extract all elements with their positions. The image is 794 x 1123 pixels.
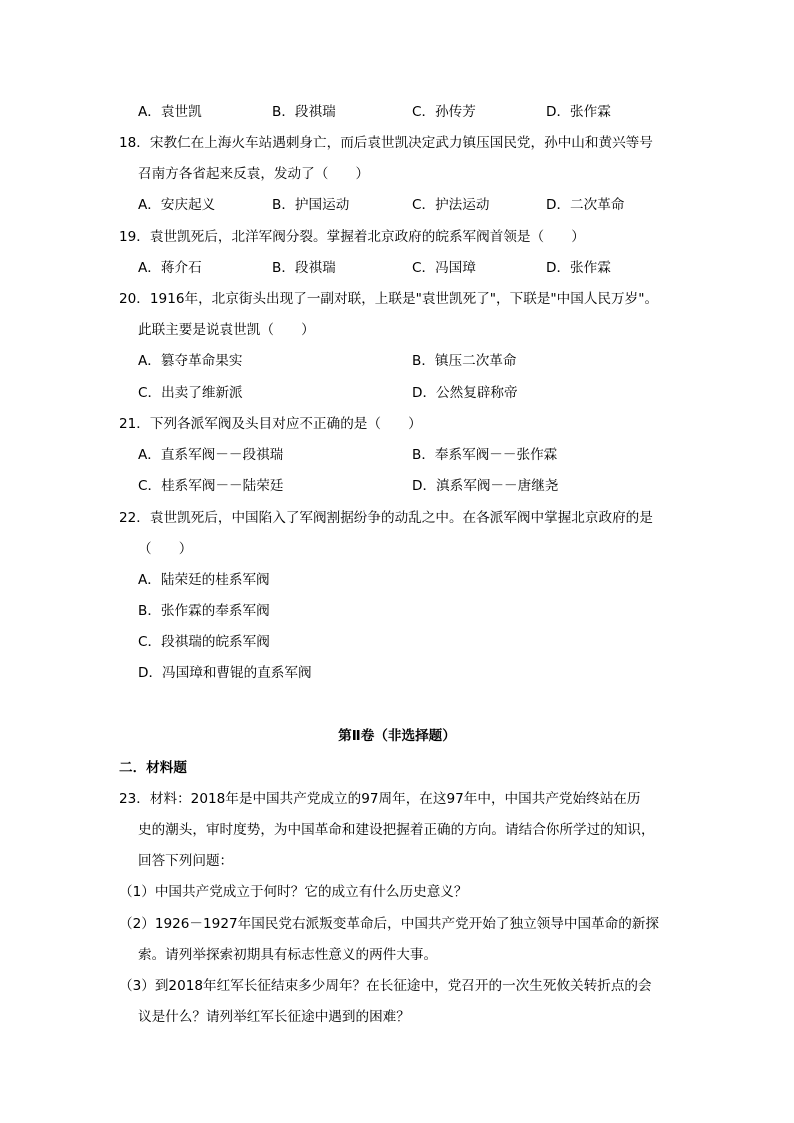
q19-option-d: D．张作霖 [546,260,611,276]
q23-sub2-line2: 索。请列举探索初期具有标志性意义的两件大事。 [138,947,438,963]
part2-title: 第Ⅱ卷（非选择题） [338,728,456,744]
q21-option-c: C．桂系军阀－－陆荣廷 [138,478,284,494]
q23-sub3-line1: （3）到2018年红军长征结束多少周年？在长征途中，党召开的一次生死攸关转折点的会 [119,978,652,994]
q23-stem-line3: 回答下列问题： [138,853,234,869]
q19-option-a: A．蒋介石 [138,260,202,276]
q18-stem-line2: 召南方各省起来反袁，发动了（ ） [138,166,370,182]
q21-option-a: A．直系军阀－－段祺瑞 [138,447,284,463]
q20-option-c: C．出卖了维新派 [138,385,243,401]
q22-option-c: C．段祺瑞的皖系军阀 [138,634,270,650]
q22-stem-line1: 22．袁世凯死后，中国陷入了军阀割据纷争的动乱之中。在各派军阀中掌握北京政府的是 [119,510,653,526]
q22-option-a: A．陆荣廷的桂系军阀 [138,572,270,588]
q20-stem-line2: 此联主要是说袁世凯（ ） [138,322,315,338]
q23-stem-line1: 23．材料：2018年是中国共产党成立的97周年，在这97年中，中国共产党始终站在历 [119,791,641,807]
q19-option-b: B．段祺瑞 [272,260,336,276]
q21-stem-line1: 21．下列各派军阀及头目对应不正确的是（ ） [119,416,422,432]
q20-option-a: A．篡夺革命果实 [138,353,243,369]
q18-stem-line1: 18．宋教仁在上海火车站遇刺身亡，而后袁世凯决定武力镇压国民党，孙中山和黄兴等号 [119,135,653,151]
q23-stem-line2: 史的潮头，审时度势，为中国革命和建设把握着正确的方向。请结合你所学过的知识， [138,822,655,838]
q23-sub1: （1）中国共产党成立于何时？它的成立有什么历史意义？ [119,884,468,900]
q20-option-d: D．公然复辟称帝 [412,385,518,401]
q21-option-b: B．奉系军阀－－张作霖 [412,447,558,463]
q18-option-b: B．护国运动 [272,197,350,213]
q17-option-d: D．张作霖 [546,104,611,120]
q20-option-b: B．镇压二次革命 [412,353,517,369]
q19-stem-line1: 19．袁世凯死后，北洋军阀分裂。掌握着北京政府的皖系军阀首领是（ ） [119,229,585,245]
q17-option-c: C．孙传芳 [412,104,476,120]
q23-sub3-line2: 议是什么？请列举红军长征途中遇到的困难？ [138,1009,410,1025]
q17-option-a: A．袁世凯 [138,104,202,120]
q18-option-a: A．安庆起义 [138,197,216,213]
q20-stem-line1: 20．1916年，北京街头出现了一副对联，上联是"袁世凯死了"，下联是"中国人民万岁"。 [119,291,659,307]
section-heading-material: 二．材料题 [119,760,187,776]
q17-option-b: B．段祺瑞 [272,104,336,120]
q22-option-d: D．冯国璋和曹锟的直系军阀 [138,665,312,681]
q22-stem-line2: （ ） [138,541,193,557]
q19-option-c: C．冯国璋 [412,260,476,276]
q23-sub2-line1: （2）1926－1927年国民党右派叛变革命后，中国共产党开始了独立领导中国革命的新探 [119,916,660,932]
q21-option-d: D．滇系军阀－－唐继尧 [412,478,559,494]
q18-option-c: C．护法运动 [412,197,490,213]
q22-option-b: B．张作霖的奉系军阀 [138,603,270,619]
q18-option-d: D．二次革命 [546,197,625,213]
